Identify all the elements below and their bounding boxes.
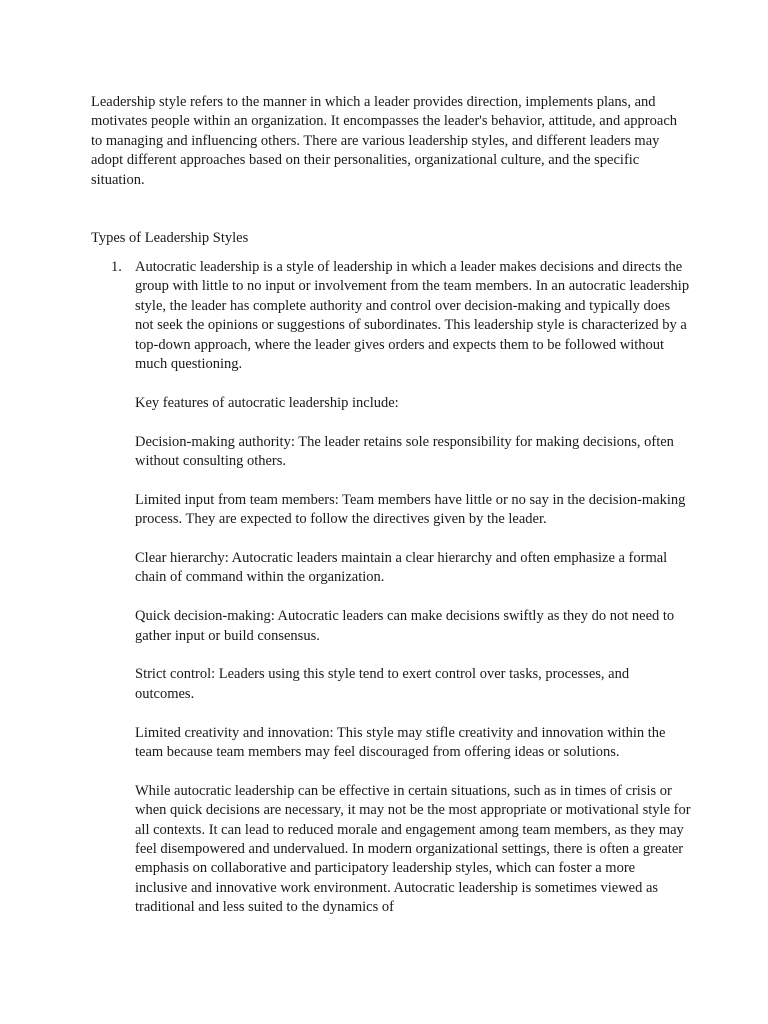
item-paragraph-definition: Autocratic leadership is a style of leadership in which a leader makes decisions and directs the group with little to no input or involvement from the team members. In an autocratic leadership style, the leader has complete authority and control over decision-making and typically does not seek the opinions or suggestions of subordinates. This leadership style is characterized by a top-down approach, where the leader gives orders and expects them to be followed without much questioning. [135,259,690,373]
list-item-number: 1. [111,259,122,275]
list-item-body [135,258,691,937]
item-paragraph-decision-authority: Decision-making authority: The leader retains sole responsibility for making decisions, often without consulting others. [135,433,674,470]
item-paragraph-key-features-intro: Key features of autocratic leadership include: [135,394,399,411]
item-paragraph-clear-hierarchy: Clear hierarchy: Autocratic leaders maintain a clear hierarchy and often emphasize a formal chain of command within the organization. [135,550,668,586]
section-heading: Types of Leadership Styles [91,230,249,246]
item-paragraph-strict-control: Strict control: Leaders using this style tend to exert control over tasks, processes, and outcomes. [135,666,630,702]
item-paragraph-conclusion: While autocratic leadership can be effective in certain situations, such as in times of crisis or when quick decisions are necessary, it may not be the most appropriate or motivational style for all contexts. It can lead to reduced morale and engagement among team members, as they may feel disempowered and undervalued. In modern organizational settings, there is often a greater emphasis on collaborative and participatory leadership styles, which can foster a more inclusive and innovative work environment. Autocratic leadership is sometimes viewed as traditional and less suited to the dynamics of [135,782,691,916]
item-paragraph-limited-input: Limited input from team members: Team members have little or no say in the decision-making process. They are expected to follow the directives given by the leader. [135,491,686,528]
item-paragraph-limited-creativity: Limited creativity and innovation: This style may stifle creativity and innovation within the team because team members may feel discouraged from offering ideas or solutions. [135,724,666,761]
item-paragraph-quick-decisions: Quick decision-making: Autocratic leaders can make decisions swiftly as they do not need to gather input or build consensus. [135,608,675,644]
intro-paragraph: Leadership style refers to the manner in which a leader provides direction, implements plans, and motivates people within an organization. It encompasses the leader's behavior, attitude, and approach to managing and influencing others. There are various leadership styles, and different leaders may adopt different approaches based on their personalities, organizational culture, and the specific situation. [91,94,678,188]
